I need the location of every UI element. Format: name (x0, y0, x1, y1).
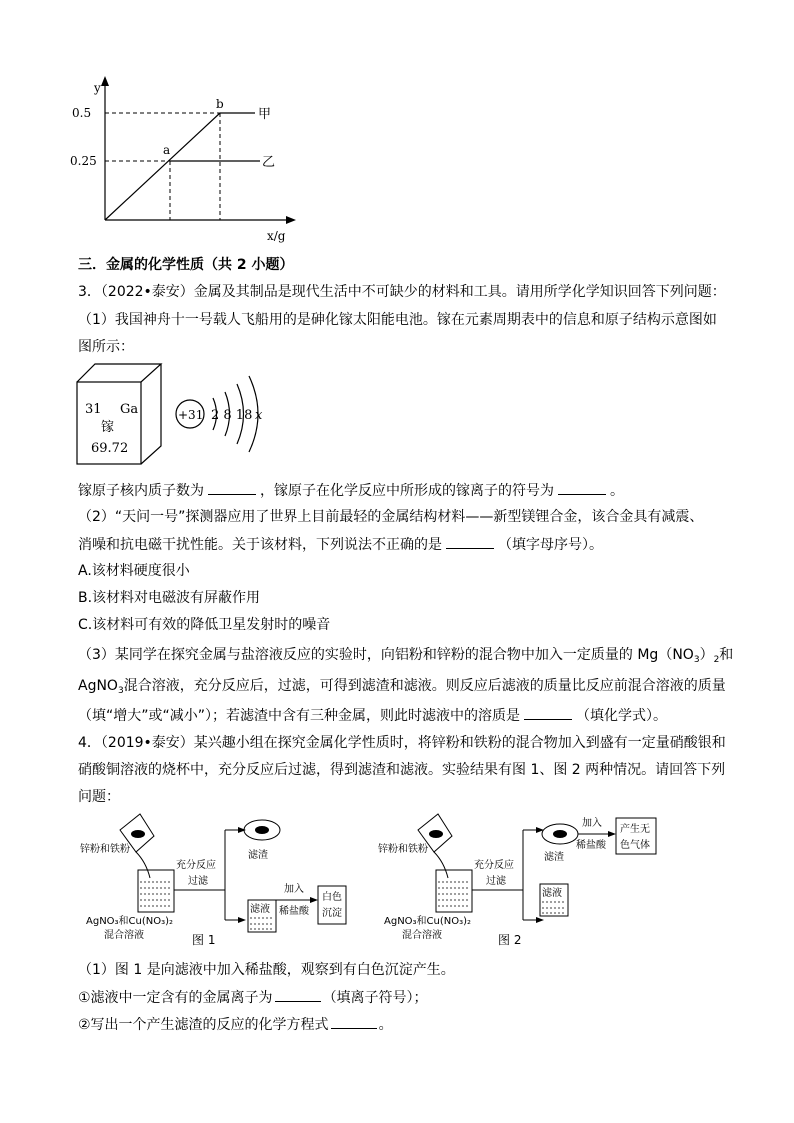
q4-sub1: （1）图 1 是向滤液中加入稀盐酸，观察到有白色沉淀产生。 (78, 962, 455, 978)
series-yi-label: 乙 (262, 155, 276, 170)
answer-blank-choice[interactable] (446, 534, 494, 549)
q4-sub1-ii-text: ②写出一个产生滤渣的反应的化学方程式 (78, 1017, 329, 1033)
option-a: A.该材料硬度很小 (78, 563, 190, 579)
fig1-result1: 白色 (322, 892, 342, 903)
y-tick-0.5: 0.5 (72, 106, 92, 120)
answer-blank-proton[interactable] (208, 480, 256, 495)
gallium-diagram (75, 362, 275, 470)
q3-3-sub2: 2 (713, 655, 720, 665)
q3-3-line2 (78, 676, 726, 701)
answer-blank-solute[interactable] (524, 705, 572, 720)
x-axis-label: x/g (267, 229, 286, 243)
q3-3-paren: ） (699, 647, 714, 663)
q4-sub1-ii-end: 。 (378, 1017, 393, 1033)
fig2-result2: 色气体 (620, 840, 650, 851)
shell-electrons: 2 8 18 (211, 408, 253, 423)
fig2-add1: 加入 (582, 818, 602, 829)
fig1-solution2: 混合溶液 (104, 930, 144, 941)
element-symbol: Ga (120, 402, 139, 417)
fig1-step2: 过滤 (188, 876, 208, 887)
fig2-step: 充分反应 (474, 860, 514, 871)
q4-stem3: 问题： (78, 789, 120, 805)
q3-3-line3b: （填化学式）。 (576, 708, 668, 724)
fig2-powder: 锌粉和铁粉 (378, 844, 428, 855)
fig2-residue: 滤渣 (544, 852, 564, 863)
y-axis-label: y (94, 81, 101, 95)
fig2-solution1: AgNO₃和Cu(NO₃)₂ (384, 916, 472, 927)
q3-1-ask-a: 镓原子核内质子数为 (78, 483, 204, 499)
q4-sub1-i-text: ①滤液中一定含有的金属离子为 (78, 990, 273, 1006)
q3-3-line2b: 混合溶液，充分反应后，过滤，可得到滤渣和滤液。则反应后滤液的质量比反应前混合溶液的质量 (123, 678, 726, 694)
mass-graph (70, 72, 300, 247)
q3-2-line2b: （填字母序号）。 (498, 537, 603, 553)
fig2-caption: 图 2 (498, 933, 522, 947)
element-mass: 69.72 (91, 441, 129, 456)
fig1-solution1: AgNO₃和Cu(NO₃)₂ (86, 916, 174, 927)
fig1-step: 充分反应 (176, 860, 216, 871)
nucleus-charge: +31 (178, 408, 204, 422)
element-number: 31 (85, 402, 102, 417)
q3-2-line2 (78, 534, 603, 555)
q3-1-line1: （1）我国神舟十一号载人飞船用的是砷化镓太阳能电池。镓在元素周期表中的信息和原子结构示意图如 (78, 312, 717, 328)
q4-sub1-ii (78, 1014, 393, 1035)
q3-stem: 3．（2022•泰安）金属及其制品是现代生活中不可缺少的材料和工具。请用所学化学知识回答下列问题： (78, 284, 726, 300)
figure-2 (378, 812, 678, 952)
q3-3-line1a: （3）某同学在探究金属与盐溶液反应的实验时，向铝粉和锌粉的混合物中加入一定质量的 Mg（NO (78, 647, 694, 663)
fig2-filtrate: 滤液 (542, 888, 562, 899)
q3-1-ask-b: ，镓原子在化学反应中所形成的镓离子的符号为 (260, 483, 554, 499)
q3-3-line3 (78, 705, 667, 726)
point-a-label: a (163, 143, 171, 157)
q3-3-line1 (78, 645, 733, 670)
option-c: C.该材料可有效的降低卫星发射时的噪音 (78, 617, 331, 633)
figure-1 (80, 812, 370, 952)
option-b: B.该材料对电磁波有屏蔽作用 (78, 590, 261, 606)
shell-last-x: x (255, 408, 263, 423)
q3-3-line1b: 和 (719, 647, 734, 663)
fig1-residue: 滤渣 (248, 850, 268, 861)
q3-2-line2a: 消噪和抗电磁干扰性能。关于该材料，下列说法不正确的是 (78, 537, 442, 553)
fig1-powder: 锌粉和铁粉 (80, 844, 130, 855)
q4-sub1-i (78, 987, 428, 1008)
section-heading: 三．金属的化学性质（共 2 小题） (78, 257, 294, 273)
q3-1-line2: 图所示： (78, 339, 134, 355)
fig1-add2: 稀盐酸 (279, 906, 309, 917)
q3-2-line1: （2）“天问一号”探测器应用了世界上目前最轻的金属结构材料——新型镁锂合金，该合金具有减震、 (78, 509, 704, 525)
fig2-add2: 稀盐酸 (576, 840, 606, 851)
q3-3-sub3: 3 (693, 655, 700, 665)
q3-3-line3a: （填“增大”或“减小”）；若滤渣中含有三种金属，则此时滤液中的溶质是 (78, 708, 521, 724)
fig1-add1: 加入 (284, 884, 304, 895)
fig1-caption: 图 1 (192, 933, 216, 947)
element-name: 镓 (101, 420, 115, 435)
fig1-result2: 沉淀 (322, 908, 342, 919)
q4-sub1-i-end: （填离子符号）； (322, 990, 428, 1006)
fig2-solution2: 混合溶液 (402, 930, 442, 941)
q3-1-ask-end: 。 (610, 483, 624, 499)
q3-1-question (78, 480, 624, 501)
answer-blank-ion[interactable] (558, 480, 606, 495)
fig2-step2: 过滤 (486, 876, 506, 887)
q3-3-line2-sub3: 3 (117, 686, 124, 696)
y-tick-0.25: 0.25 (70, 154, 97, 168)
series-jia-label: 甲 (258, 107, 272, 122)
q3-3-line2a: AgNO (78, 678, 118, 694)
fig2-result1: 产生无 (620, 824, 650, 835)
q4-stem2: 硝酸铜溶液的烧杯中，充分反应后过滤，得到滤渣和滤液。实验结果有图 1、图 2 两种情况。请回答下列 (78, 762, 726, 778)
answer-blank-ions[interactable] (275, 987, 321, 1002)
point-b-label: b (216, 97, 224, 111)
q4-stem1: 4．（2019•泰安）某兴趣小组在探究金属化学性质时，将锌粉和铁粉的混合物加入到盛有一定量硝酸银和 (78, 735, 726, 751)
answer-blank-equation[interactable] (331, 1014, 377, 1029)
fig1-filtrate: 滤液 (250, 904, 270, 915)
